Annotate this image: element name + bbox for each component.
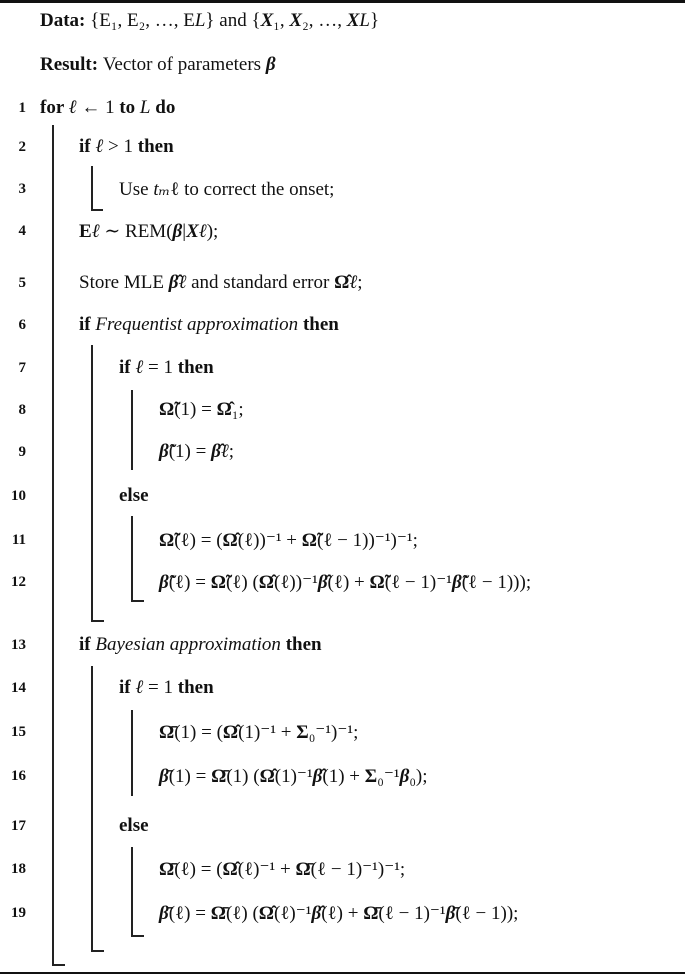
line-segment: ℓ: [349, 272, 358, 293]
line-segment: Ω̄: [159, 722, 175, 743]
algorithm-line: [159, 902, 518, 925]
line-number: 13: [11, 637, 26, 653]
line-segment: β: [265, 54, 276, 75]
line-segment: ℓ: [135, 357, 144, 378]
line-number: 1: [18, 100, 26, 116]
line-segment: if: [79, 136, 96, 157]
bayes-else-bar: [131, 847, 133, 936]
line-segment: Ω̂: [258, 903, 274, 924]
line-segment: (ℓ) =: [168, 903, 211, 924]
line-segment: (1) =: [168, 766, 212, 787]
line-segment: Data:: [40, 10, 91, 31]
line-segment: ₀);: [409, 766, 428, 787]
line-segment: Ω̂: [334, 272, 350, 293]
line-segment: = 1: [143, 677, 178, 698]
line-segment: if: [119, 677, 136, 698]
line-segment: β: [172, 221, 183, 242]
line-segment: );: [206, 221, 219, 242]
line-number: 11: [11, 532, 26, 548]
line-segment: Ω̂: [222, 859, 238, 880]
data-line: [40, 10, 379, 32]
line-segment: β: [399, 766, 410, 787]
algorithm-line: [119, 485, 149, 507]
line-segment: > 1: [103, 136, 138, 157]
bayesian-block-bar: [91, 666, 93, 951]
bayes-then-bar: [131, 710, 133, 796]
for-block-end: [52, 964, 65, 966]
line-segment: (ℓ) = (: [174, 530, 223, 551]
line-number: 7: [18, 360, 26, 376]
line-segment: (ℓ − 1)⁻¹: [384, 572, 452, 593]
line-segment: β̄: [159, 903, 169, 924]
line-segment: Frequentist approximation: [95, 314, 299, 335]
line-segment: Ω̂: [222, 530, 238, 551]
line-segment: (1) +: [322, 766, 365, 787]
algorithm-line: [159, 399, 244, 421]
line-number: 4: [18, 223, 26, 239]
line-segment: (ℓ − 1)⁻¹: [378, 903, 446, 924]
line-segment: Ω̃: [369, 572, 385, 593]
line-segment: and standard error: [186, 272, 335, 293]
line-number: 6: [18, 317, 26, 333]
line-number: 12: [11, 574, 26, 590]
algorithm-line: [159, 858, 405, 881]
line-segment: β̃: [159, 441, 169, 462]
line-segment: ℓ: [178, 272, 187, 293]
algorithm-line: [119, 357, 214, 379]
line-segment: β̄: [159, 766, 169, 787]
bayes-else-end: [131, 935, 144, 937]
line-segment: then: [177, 357, 214, 378]
algorithm-line: [79, 136, 174, 158]
line-number: 5: [18, 275, 26, 291]
line-segment: ₁;: [231, 399, 244, 420]
line-segment: (ℓ) (: [225, 903, 259, 924]
line-segment: if: [79, 314, 96, 335]
line-number: 18: [11, 861, 26, 877]
line-segment: X: [346, 10, 360, 31]
line-segment: Ω̂: [216, 399, 232, 420]
algorithm-line: [159, 441, 234, 463]
algorithm-line: [159, 529, 418, 552]
result-line: [40, 54, 276, 76]
line-segment: (ℓ − 1));: [455, 903, 519, 924]
line-segment: if: [119, 357, 136, 378]
if-block-end: [91, 209, 103, 211]
line-segment: ;: [357, 272, 363, 293]
line-segment: ₀⁻¹: [377, 766, 400, 787]
line-segment: ← 1: [76, 97, 120, 118]
line-segment: (1)⁻¹ +: [238, 722, 297, 743]
line-segment: Ω̃: [159, 399, 175, 420]
bayesian-block-end: [91, 950, 104, 952]
line-segment: ℓ: [135, 677, 144, 698]
line-segment: (ℓ)⁻¹: [274, 903, 312, 924]
line-number: 9: [18, 444, 26, 460]
line-segment: (ℓ − 1)⁻¹)⁻¹;: [310, 859, 406, 880]
freq-else-bar: [131, 516, 133, 601]
line-segment: X: [186, 221, 199, 242]
line-segment: Ω̄: [211, 766, 227, 787]
line-segment: then: [137, 136, 174, 157]
line-segment: then: [298, 314, 339, 335]
line-segment: Result:: [40, 54, 103, 75]
line-segment: (ℓ) = (: [174, 859, 223, 880]
line-segment: (ℓ) +: [327, 572, 370, 593]
line-segment: (1) = (: [174, 722, 223, 743]
freq-else-end: [131, 600, 144, 602]
algorithm-line: [119, 677, 214, 699]
line-number: 17: [11, 818, 26, 834]
top-rule: [0, 0, 685, 3]
line-segment: Ω̃: [301, 530, 317, 551]
line-segment: L: [194, 10, 206, 31]
line-segment: (1) (: [226, 766, 260, 787]
line-segment: X: [260, 10, 274, 31]
line-segment: else: [119, 815, 149, 836]
if-block-bar: [91, 166, 93, 210]
line-segment: for: [40, 97, 69, 118]
line-segment: Ω̄: [159, 859, 175, 880]
line-segment: Ω̄: [210, 903, 226, 924]
line-segment: (ℓ))⁻¹ +: [237, 530, 302, 551]
line-number: 8: [18, 402, 26, 418]
line-segment: ℓ: [220, 441, 229, 462]
line-segment: ℓ to correct the onset;: [170, 179, 335, 200]
algorithm-line: [119, 178, 334, 201]
line-number: 2: [18, 139, 26, 155]
line-segment: |: [182, 221, 187, 242]
line-segment: β̂: [311, 903, 322, 924]
line-segment: ₘ: [158, 179, 171, 200]
line-segment: ℓ: [198, 221, 207, 242]
line-segment: then: [280, 634, 322, 655]
line-segment: ℓ: [91, 221, 100, 242]
algorithm-line: [79, 634, 322, 656]
freq-then-bar: [131, 390, 133, 470]
line-segment: Store MLE: [79, 272, 169, 293]
line-segment: = 1: [143, 357, 178, 378]
line-number: 10: [11, 488, 26, 504]
algorithm-line: [79, 314, 339, 336]
line-segment: to: [119, 97, 140, 118]
line-segment: t: [153, 179, 159, 200]
algorithm-line: [159, 765, 428, 788]
line-segment: (1)⁻¹: [274, 766, 313, 787]
line-number: 3: [18, 181, 26, 197]
line-segment: β̂: [317, 572, 328, 593]
line-segment: Ω̂: [258, 572, 274, 593]
line-segment: β̄: [445, 903, 456, 924]
line-segment: E: [79, 221, 92, 242]
line-segment: L: [139, 97, 151, 118]
algorithm-line: [159, 721, 358, 744]
algorithm-line: [79, 272, 363, 294]
line-segment: ₁,: [273, 10, 290, 31]
line-segment: ₀⁻¹)⁻¹;: [308, 722, 359, 743]
frequentist-block-bar: [91, 345, 93, 621]
line-segment: }: [369, 10, 380, 31]
line-segment: Ω̄: [363, 903, 379, 924]
line-segment: (1) =: [168, 441, 212, 462]
bottom-rule: [0, 972, 685, 974]
algorithm-line: [40, 97, 175, 119]
line-segment: ℓ: [68, 97, 77, 118]
line-segment: Vector of parameters: [102, 54, 266, 75]
line-segment: (ℓ) =: [168, 572, 211, 593]
line-segment: ₂, …,: [302, 10, 347, 31]
line-segment: Ω̄: [295, 859, 311, 880]
line-segment: then: [177, 677, 214, 698]
line-segment: Ω̃: [159, 530, 175, 551]
line-segment: } and {: [205, 10, 261, 31]
line-segment: (ℓ))⁻¹: [274, 572, 318, 593]
line-segment: {E₁, E₂, …, E: [90, 10, 195, 31]
algorithm-line: [119, 815, 149, 837]
line-number: 16: [11, 768, 26, 784]
for-block-bar: [52, 125, 54, 965]
line-segment: (ℓ) +: [321, 903, 364, 924]
line-segment: ;: [228, 441, 235, 462]
line-segment: (ℓ) (: [225, 572, 259, 593]
line-segment: L: [359, 10, 370, 31]
line-segment: Use: [119, 179, 154, 200]
line-segment: do: [150, 97, 176, 118]
line-segment: Σ: [296, 722, 309, 743]
line-segment: (1) =: [174, 399, 217, 420]
line-segment: Ω̂: [222, 722, 239, 743]
line-number: 14: [11, 680, 26, 696]
line-segment: Ω̃: [210, 572, 226, 593]
line-segment: ℓ: [95, 136, 104, 157]
line-segment: else: [119, 485, 149, 506]
line-segment: β̂: [211, 441, 221, 462]
line-segment: β̂: [168, 272, 179, 293]
line-segment: β̃: [451, 572, 462, 593]
algorithm-line: [79, 220, 218, 243]
line-segment: ∼ REM(: [99, 221, 173, 242]
line-segment: Ω̂: [259, 766, 275, 787]
line-segment: if: [79, 634, 96, 655]
line-segment: Σ: [364, 766, 378, 787]
line-segment: β̃: [159, 572, 169, 593]
frequentist-block-end: [91, 620, 104, 622]
line-segment: (ℓ − 1)));: [461, 572, 532, 593]
line-segment: (ℓ)⁻¹ +: [237, 859, 296, 880]
line-segment: β̂: [312, 766, 323, 787]
line-number: 19: [11, 905, 26, 921]
line-segment: Bayesian approximation: [95, 634, 281, 655]
algorithm-line: [159, 571, 531, 594]
line-segment: X: [289, 10, 303, 31]
line-segment: (ℓ − 1))⁻¹)⁻¹;: [317, 530, 418, 551]
line-number: 15: [11, 724, 26, 740]
